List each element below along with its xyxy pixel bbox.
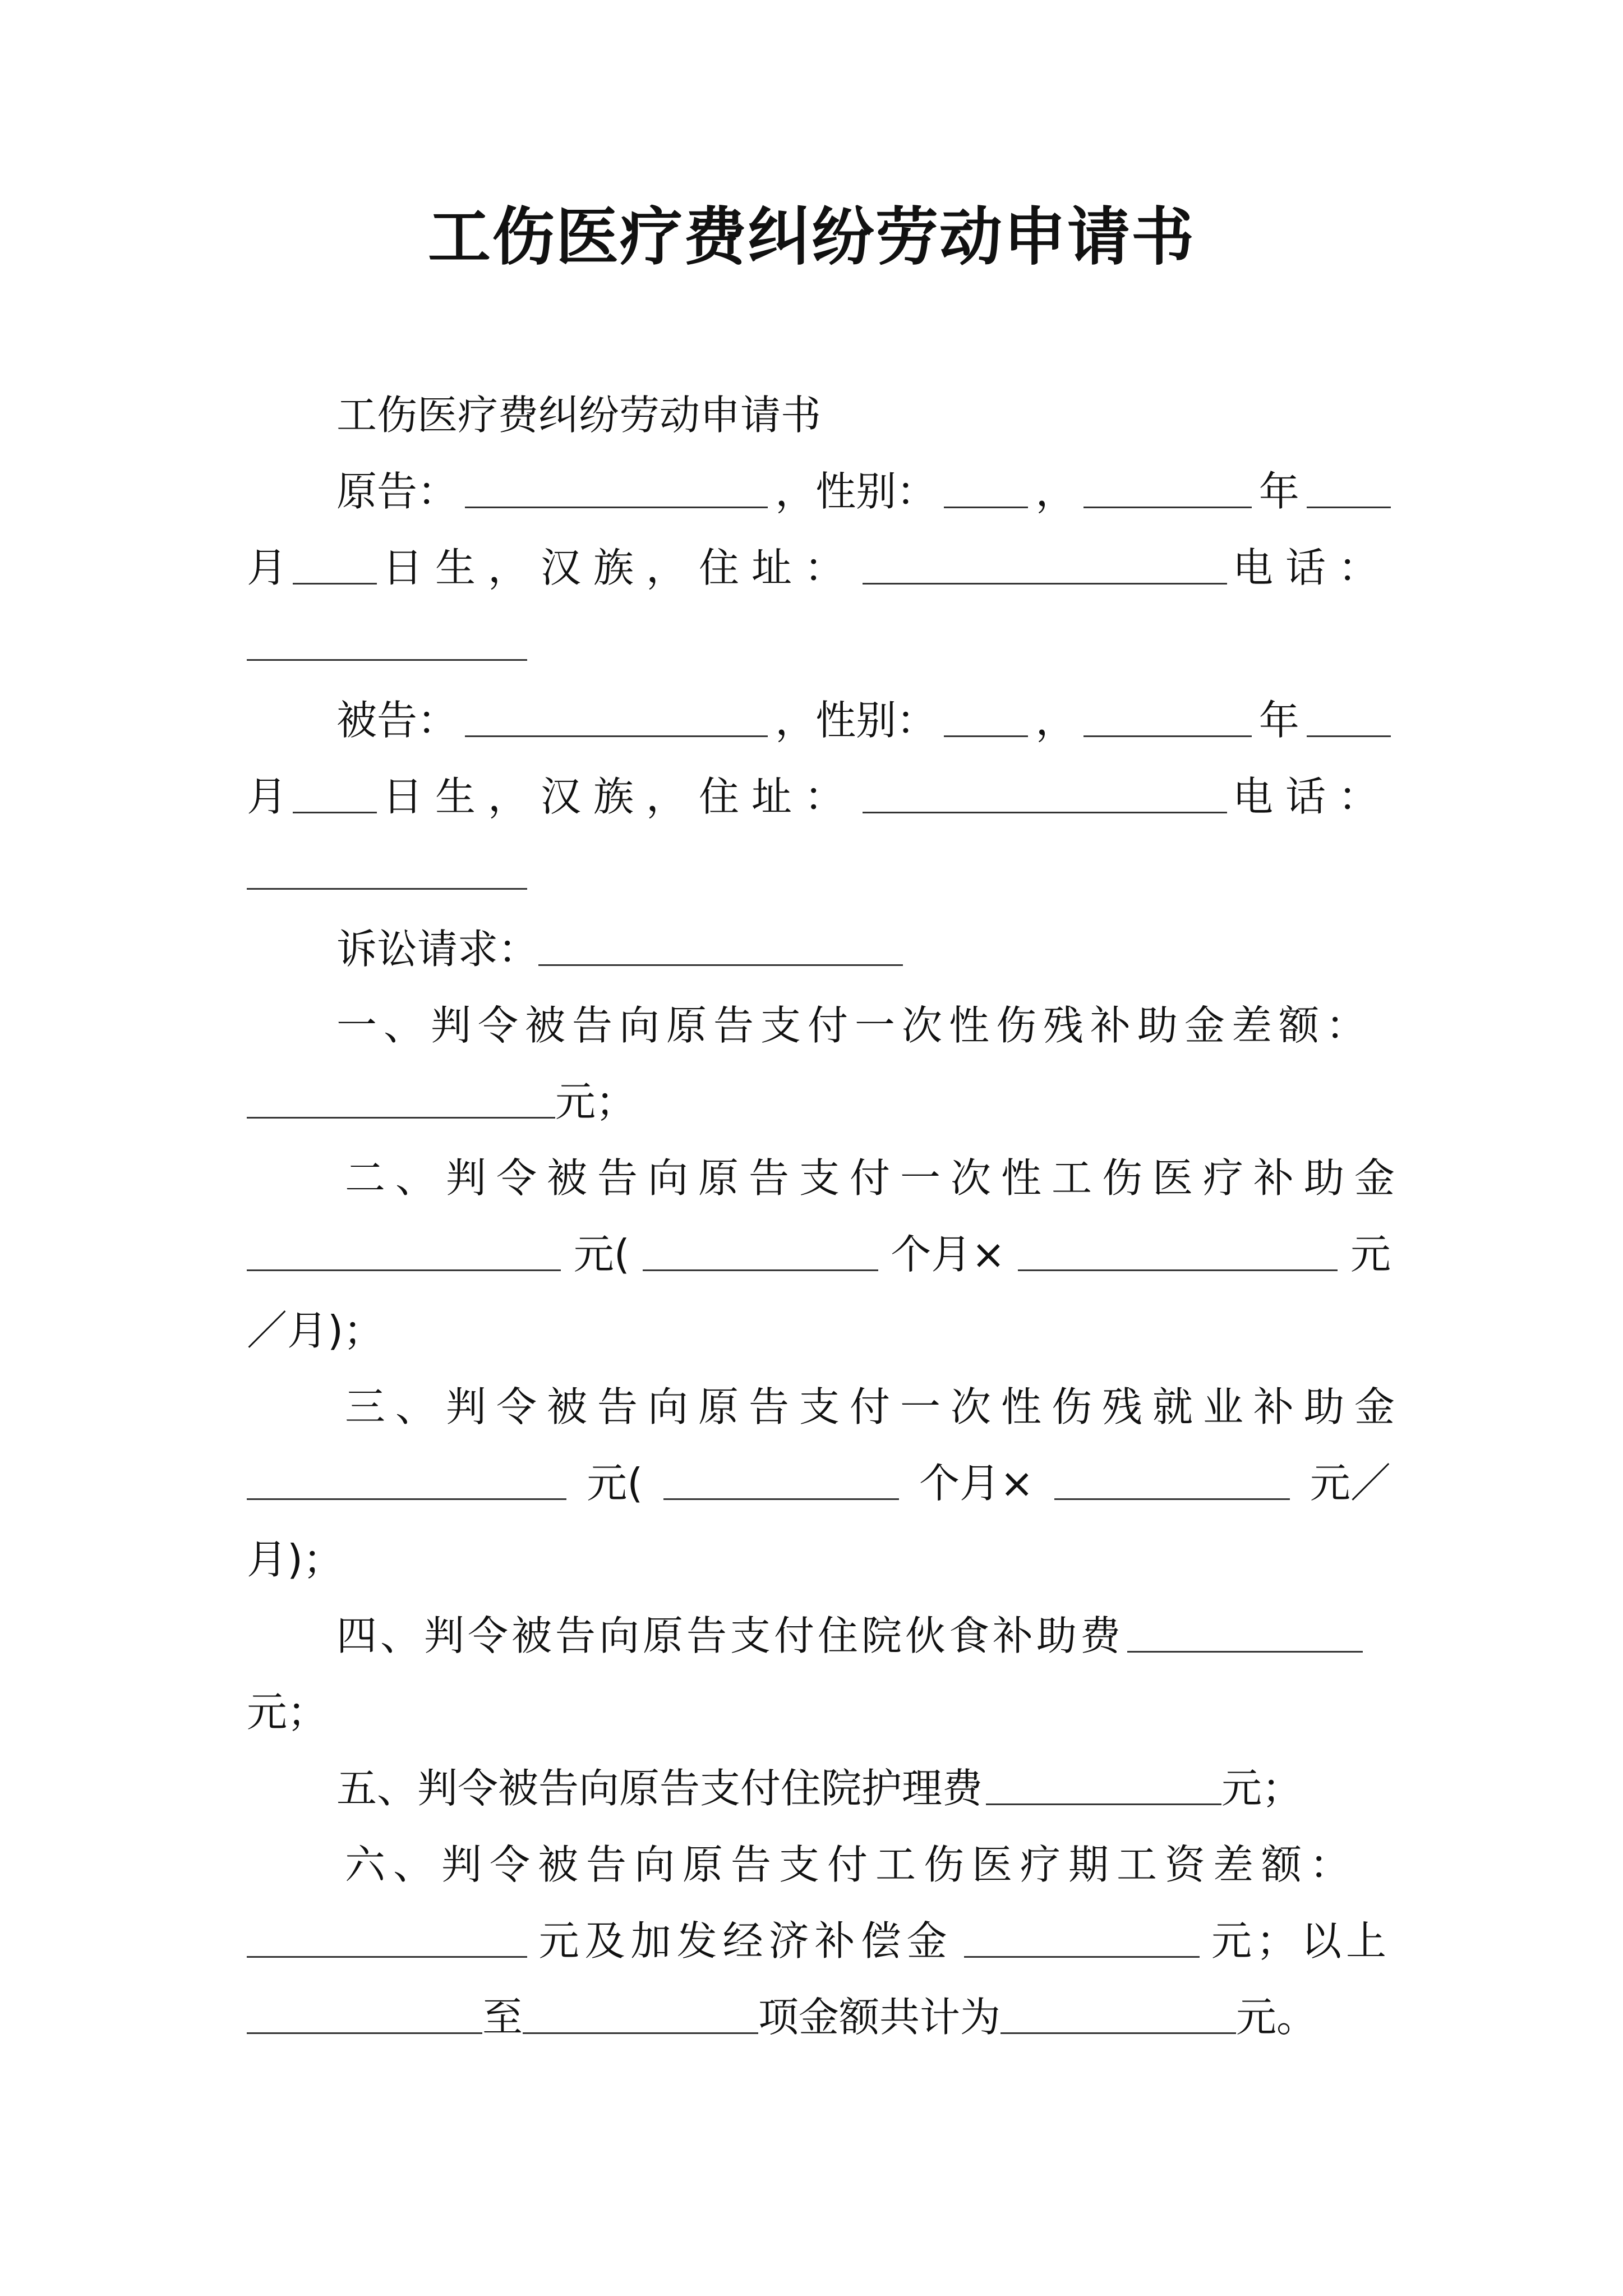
claim-2-amount-blank[interactable]	[247, 1238, 561, 1271]
plaintiff-name-blank[interactable]	[465, 475, 768, 508]
claim-6-line-2	[247, 1913, 1391, 1969]
claim-3-line-2	[247, 1455, 1391, 1511]
defendant-label: 被告：	[336, 697, 458, 744]
claim-6-from-blank[interactable]	[247, 2001, 482, 2034]
plaintiff-address-blank[interactable]	[863, 551, 1227, 585]
defendant-month-label: 月	[247, 773, 288, 820]
claim-2-tail: ／月)；	[247, 1307, 384, 1354]
claim-3-months-blank[interactable]	[663, 1467, 899, 1500]
defendant-year-label: 年	[1258, 697, 1299, 744]
claim-6-wage-blank[interactable]	[247, 1925, 527, 1958]
claim-6-end: 元。	[1236, 1994, 1317, 2041]
defendant-birth-day-blank[interactable]	[293, 780, 377, 813]
claims-blank[interactable]	[538, 933, 903, 966]
plaintiff-phone-label: 电话：	[1232, 544, 1391, 591]
claim-3-yuan-slash: 元／	[1310, 1460, 1391, 1507]
claim-1-amount-blank[interactable]	[247, 1085, 555, 1119]
document-subtitle	[336, 387, 1391, 443]
plaintiff-comma: ，	[1035, 468, 1076, 515]
plaintiff-birth-month-blank[interactable]	[1307, 475, 1391, 508]
defendant-birth-suffix: 日生，汉族，住址：	[382, 773, 857, 820]
claim-2-text: 二、判令被告向原告支付一次性工伤医疗补助金	[345, 1154, 1405, 1202]
claim-6-yuan-extra: 元及加发经济补偿金	[538, 1917, 953, 1964]
claim-4-line-2	[247, 1684, 1391, 1740]
defendant-phone-label: 电话：	[1232, 773, 1391, 820]
claim-5-unit: 元；	[1221, 1765, 1303, 1812]
claim-6-line-1	[345, 1837, 1391, 1893]
claim-3-line-3	[247, 1531, 1391, 1588]
claim-1-line-1	[336, 997, 1391, 1053]
claims-label: 诉讼请求：	[336, 926, 539, 973]
defendant-line-1	[336, 692, 1391, 748]
claim-3-yuan-paren: 元(	[587, 1460, 643, 1507]
claim-3-months-label: 个月×	[919, 1460, 1034, 1507]
claim-2-months-label: 个月×	[891, 1231, 1006, 1278]
claim-2-monthly-blank[interactable]	[1018, 1238, 1338, 1271]
defendant-birth-month-blank[interactable]	[1307, 704, 1391, 737]
claim-3-amount-blank[interactable]	[247, 1467, 566, 1500]
claim-1-text: 一、判令被告向原告支付一次性伤残补助金差额：	[336, 1002, 1373, 1049]
plaintiff-gender-blank[interactable]	[944, 475, 1028, 508]
defendant-line-3	[247, 845, 1391, 901]
claim-6-total-blank[interactable]	[1000, 2001, 1236, 2034]
plaintiff-month-label: 月	[247, 544, 288, 591]
defendant-comma: ，	[1035, 697, 1076, 744]
plaintiff-phone-blank[interactable]	[247, 628, 527, 661]
claim-2-yuan-paren: 元(	[573, 1231, 630, 1278]
claim-3-text: 三、判令被告向原告支付一次性伤残就业补助金	[345, 1383, 1405, 1430]
plaintiff-line-2	[247, 540, 1391, 596]
plaintiff-line-3	[247, 616, 1391, 672]
claim-4-line-1	[336, 1608, 1391, 1664]
claim-4-unit: 元；	[247, 1688, 328, 1736]
claim-6-to-blank[interactable]	[523, 2001, 758, 2034]
defendant-address-blank[interactable]	[863, 780, 1227, 813]
defendant-birth-year-blank[interactable]	[1083, 704, 1252, 737]
claim-6-yuan-above: 元；以上	[1211, 1917, 1391, 1964]
claim-1-unit: 元；	[555, 1078, 637, 1125]
plaintiff-label: 原告：	[336, 468, 458, 515]
claim-1-line-2	[247, 1074, 1391, 1130]
claim-2-line-3	[247, 1303, 1391, 1359]
claim-3-monthly-blank[interactable]	[1054, 1467, 1290, 1500]
defendant-gender-blank[interactable]	[944, 704, 1028, 737]
claim-4-text: 四、判令被告向原告支付住院伙食补助费	[336, 1612, 1124, 1659]
claim-2-months-blank[interactable]	[643, 1238, 878, 1271]
document-title: 工伤医疗费纠纷劳动申请书	[428, 200, 1195, 274]
plaintiff-birth-day-blank[interactable]	[293, 551, 377, 585]
claim-5-line	[336, 1760, 1391, 1816]
claim-6-total-label: 项金额共计为	[758, 1994, 1001, 2041]
claim-6-to-label: 至	[482, 1994, 523, 2041]
claim-3-tail: 月)；	[247, 1536, 344, 1583]
claim-2-line-2	[247, 1226, 1391, 1282]
claims-header-line	[336, 921, 1391, 977]
claim-2-line-1	[345, 1150, 1405, 1206]
claim-5-amount-blank[interactable]	[986, 1772, 1221, 1805]
claim-6-line-3	[247, 1989, 1391, 2045]
plaintiff-birth-suffix: 日生，汉族，住址：	[382, 544, 857, 591]
claim-2-yuan: 元	[1350, 1231, 1391, 1278]
plaintiff-gender-label: ，性别：	[775, 468, 937, 515]
claim-6-text: 六、判令被告向原告支付工伤医疗期工资差额：	[345, 1841, 1358, 1888]
plaintiff-year-label: 年	[1258, 468, 1299, 515]
plaintiff-birth-year-blank[interactable]	[1083, 475, 1252, 508]
defendant-gender-label: ，性别：	[775, 697, 937, 744]
defendant-phone-blank[interactable]	[247, 857, 527, 890]
claim-4-amount-blank[interactable]	[1127, 1619, 1363, 1653]
subtitle-text: 工伤医疗费纠纷劳动申请书	[336, 392, 822, 439]
claim-5-text: 五、判令被告向原告支付住院护理费	[336, 1765, 983, 1812]
claim-3-line-1	[345, 1379, 1405, 1435]
defendant-name-blank[interactable]	[465, 704, 768, 737]
plaintiff-line-1	[336, 463, 1391, 519]
claim-6-compensation-blank[interactable]	[964, 1925, 1200, 1958]
defendant-line-2	[247, 769, 1391, 825]
